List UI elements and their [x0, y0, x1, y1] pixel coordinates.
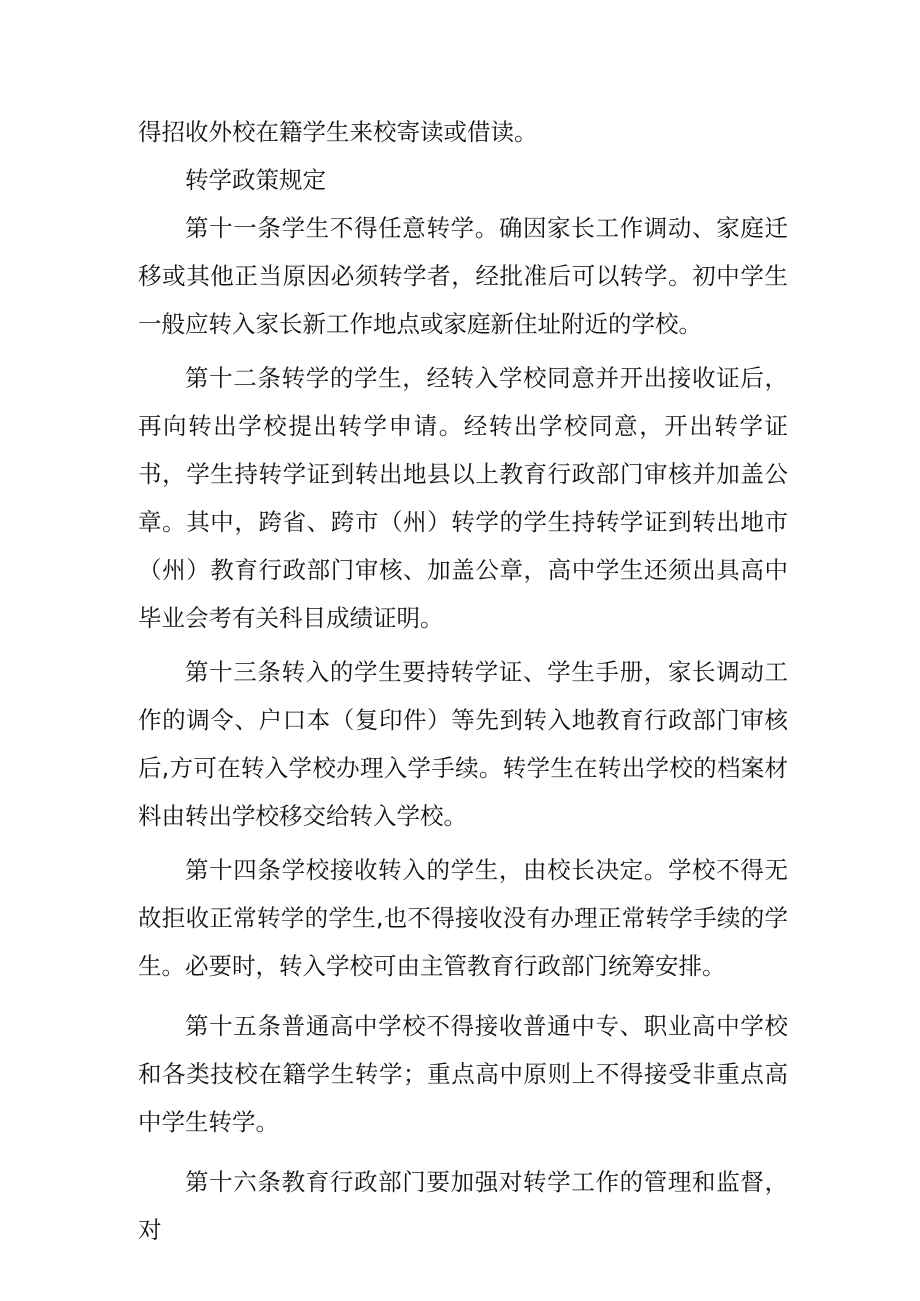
paragraph-article-11: 第十一条学生不得任意转学。确因家长工作调动、家庭迁移或其他正当原因必须转学者，经批准后可以转学。初中学生一般应转入家长新工作地点或家庭新住址附近的学校。 [138, 214, 788, 338]
paragraph-article-14: 第十四条学校接收转入的学生，由校长决定。学校不得无故拒收正常转学的学生,也不得接收没有办理正常转学手续的学生。必要时，转入学校可由主管教育行政部门统筹安排。 [138, 856, 788, 980]
document-page [138, 108, 788, 1254]
paragraph-article-12: 第十二条转学的学生，经转入学校同意并开出接收证后，再向转出学校提出转学申请。经转出学校同意，开出转学证书，学生持转学证到转出地县以上教育行政部门审核并加盖公章。其中，跨省、跨市（州）转学的学生持转学证到转出地市（州）教育行政部门审核、加盖公章，高中学生还须出具高中毕业会考有关科目成绩证明。 [138, 364, 788, 632]
paragraph-continuation: 得招收外校在籍学生来校寄读或借读。 [138, 118, 538, 146]
paragraph-article-16: 第十六条教育行政部门要加强对转学工作的管理和监督，对 [138, 1168, 788, 1244]
paragraph-article-13: 第十三条转入的学生要持转学证、学生手册，家长调动工作的调令、户口本（复印件）等先到转入地教育行政部门审核后,方可在转入学校办理入学手续。转学生在转出学校的档案材料由转出学校移交给转入学校。 [138, 658, 788, 830]
section-heading: 转学政策规定 [185, 166, 326, 194]
paragraph-article-15: 第十五条普通高中学校不得接收普通中专、职业高中学校和各类技校在籍学生转学；重点高中原则上不得接受非重点高中学生转学。 [138, 1012, 788, 1136]
